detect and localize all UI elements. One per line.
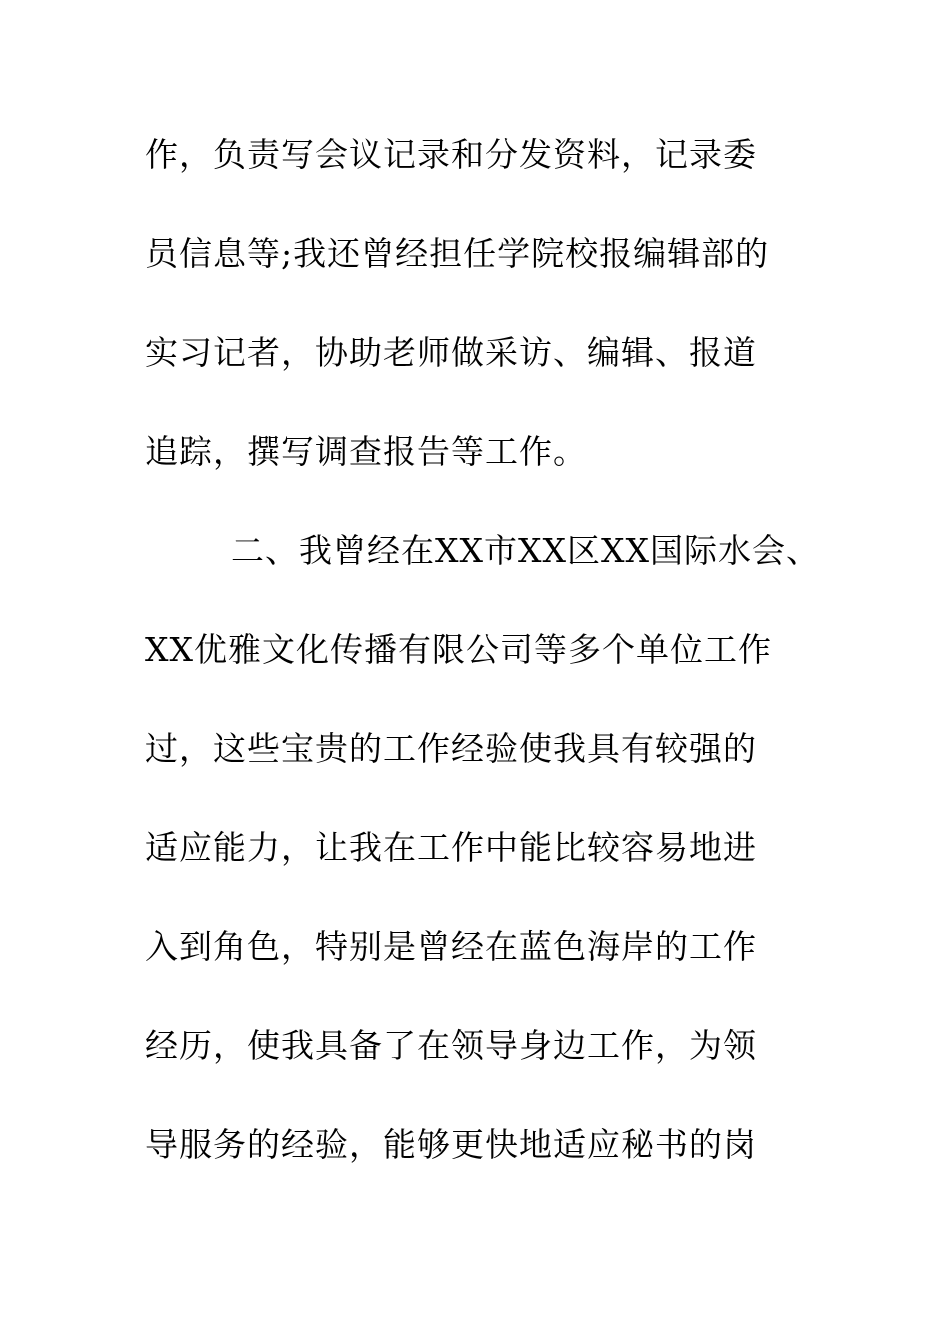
- text-line: 经历，使我具备了在领导身边工作，为领: [145, 1026, 757, 1065]
- text-line: 导服务的经验，能够更快地适应秘书的岗: [145, 1125, 757, 1164]
- paragraph-start-line: 二、我曾经在XX市XX区XX国际水会、: [231, 531, 820, 570]
- text-line: 过，这些宝贵的工作经验使我具有较强的: [145, 729, 757, 768]
- text-line: 实习记者，协助老师做采访、编辑、报道: [145, 333, 757, 372]
- text-line: XX优雅文化传播有限公司等多个单位工作: [145, 630, 772, 669]
- body-text: [145, 122, 865, 1211]
- text-line: 员信息等;我还曾经担任学院校报编辑部的: [145, 234, 770, 273]
- text-line: 适应能力，让我在工作中能比较容易地进: [145, 828, 757, 867]
- text-line: 追踪，撰写调查报告等工作。: [145, 432, 587, 471]
- text-line: 入到角色，特别是曾经在蓝色海岸的工作: [145, 927, 757, 966]
- text-line: 作，负责写会议记录和分发资料，记录委: [145, 135, 757, 174]
